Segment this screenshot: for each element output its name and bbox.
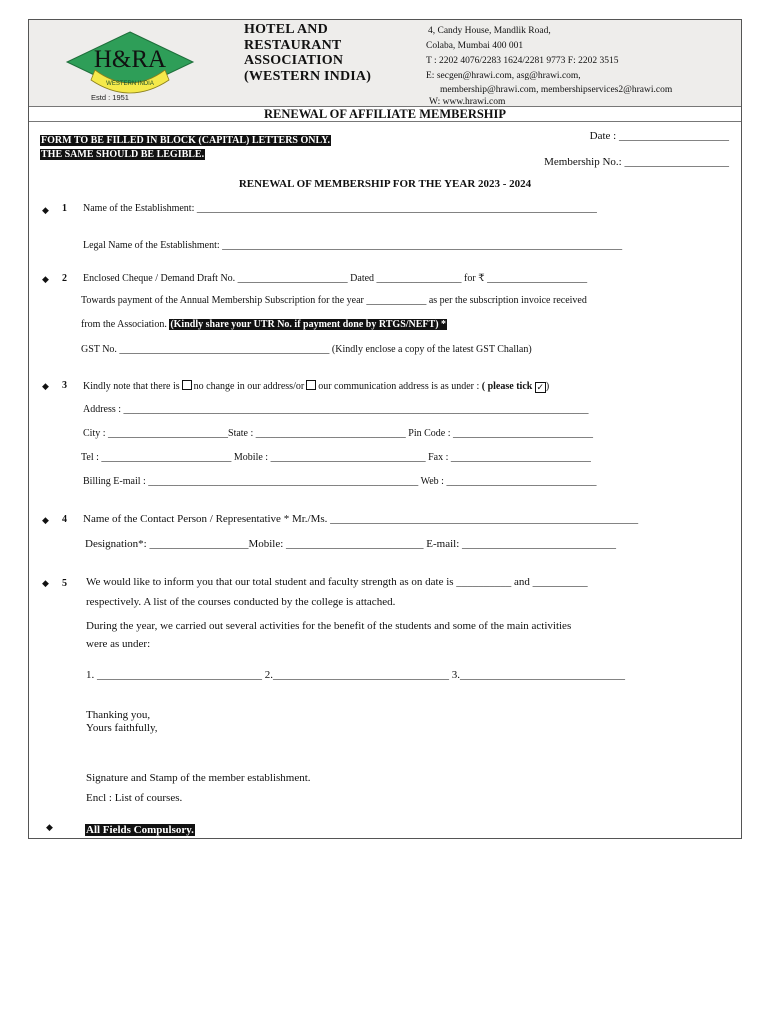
renewal-year-heading: RENEWAL OF MEMBERSHIP FOR THE YEAR 2023 - 2024 — [238, 178, 532, 190]
contact-person-field[interactable]: Name of the Contact Person / Representative * Mr./Ms. ________________________________________________________ — [83, 513, 639, 525]
bullet-icon: ◆ — [42, 381, 49, 391]
web-line: W: www.hrawi.com — [429, 97, 506, 107]
designation-mobile-email-line[interactable]: Designation*: __________________Mobile: _________________________ E-mail: ____________________________ — [85, 538, 617, 550]
establishment-name-field[interactable]: Name of the Establishment: ________________________________________________________________________________ — [83, 203, 597, 214]
bullet-icon: ◆ — [46, 822, 53, 832]
org-line-1: HOTEL AND — [244, 22, 328, 37]
student-strength-line[interactable]: We would like to inform you that our total student and faculty strength as on date is __________ and __________ — [86, 576, 588, 588]
email-line-2: membership@hrawi.com, membershipservices2@hrawi.com — [440, 85, 673, 95]
all-fields-compulsory-note: All Fields Compulsory. — [86, 824, 194, 836]
yours-faithfully-text: Yours faithfully, — [86, 722, 158, 734]
instruction-line-1: FORM TO BE FILLED IN BLOCK (CAPITAL) LETTERS ONLY. — [41, 135, 331, 146]
letterhead — [29, 20, 741, 107]
courses-line: respectively. A list of the courses conducted by the college is attached. — [86, 596, 396, 608]
date-field[interactable]: Date : ____________________ — [589, 130, 729, 142]
phone-line: T : 2202 4076/2283 1624/2281 9773 F: 2202 3515 — [426, 56, 619, 66]
form-page — [28, 19, 742, 839]
org-line-2: RESTAURANT — [244, 37, 342, 53]
org-line-4: (WESTERN INDIA) — [244, 68, 372, 84]
no-change-checkbox[interactable] — [182, 380, 192, 390]
logo-estd: Estd : 1951 — [91, 93, 129, 102]
bullet-icon: ◆ — [42, 274, 49, 284]
address-change-note: Kindly note that there is no change in our address/or our communication address is as under : ( please tick ✓ ) — [83, 381, 550, 392]
thanking-text: Thanking you, — [86, 709, 151, 721]
org-line-3: ASSOCIATION — [244, 53, 344, 68]
email-line-1: E: secgen@hrawi.com, asg@hrawi.com, — [426, 71, 581, 81]
bullet-icon: ◆ — [42, 578, 49, 588]
cheque-line[interactable]: Enclosed Cheque / Demand Draft No. ______________________ Dated _________________ for ₹ ____________________ — [83, 273, 588, 284]
subscription-year-line[interactable]: Towards payment of the Annual Membership Subscription for the year ____________ as per the subscription invoice received — [81, 295, 587, 306]
billing-email-web-line[interactable]: Billing E-mail : ______________________________________________________ Web : ______________________________ — [83, 476, 597, 487]
address-line-2: Colaba, Mumbai 400 001 — [426, 41, 524, 51]
address-field[interactable]: Address : _____________________________________________________________________________________________ — [83, 404, 589, 415]
gst-line[interactable]: GST No. __________________________________________ (Kindly enclose a copy of the latest GST Challan) — [81, 344, 532, 355]
utr-note: (Kindly share your UTR No. if payment done by RTGS/NEFT) * — [170, 319, 447, 330]
bullet-icon: ◆ — [42, 205, 49, 215]
section-4-number: 4 — [62, 514, 67, 525]
utr-line: from the Association. (Kindly share your UTR No. if payment done by RTGS/NEFT) * — [81, 319, 447, 330]
contact-block — [426, 24, 672, 108]
section-2-number: 2 — [62, 273, 67, 284]
form-title-banner: RENEWAL OF AFFILIATE MEMBERSHIP — [29, 107, 741, 122]
legal-name-field[interactable]: Legal Name of the Establishment: ________________________________________________________________________________ — [83, 240, 623, 251]
activities-line-2: were as under: — [86, 638, 151, 650]
city-state-pin-line[interactable]: City : ________________________State : ______________________________ Pin Code : ____________________________ — [83, 428, 594, 439]
section-1-number: 1 — [62, 203, 67, 214]
activities-line-1: During the year, we carried out several activities for the benefit of the students and some of the main activities — [86, 620, 572, 632]
activities-list-fields[interactable]: 1. ______________________________ 2.________________________________ 3.______________________________ — [86, 669, 625, 681]
enclosure-text: Encl : List of courses. — [86, 792, 183, 804]
membership-no-field[interactable]: Membership No.: ___________________ — [544, 156, 729, 168]
logo-ribbon-text: WESTERN INDIA — [106, 81, 154, 87]
signature-stamp-text: Signature and Stamp of the member establishment. — [86, 772, 311, 784]
instruction-line-2: THE SAME SHOULD BE LEGIBLE. — [41, 149, 205, 160]
hra-logo — [65, 30, 195, 102]
tel-mobile-fax-line[interactable]: Tel : __________________________ Mobile : _______________________________ Fax : ____________________________ — [81, 452, 591, 463]
tick-check-icon: ✓ — [536, 382, 545, 392]
organisation-name — [244, 22, 371, 84]
logo-monogram: H&RA — [93, 46, 167, 73]
new-address-checkbox[interactable] — [306, 380, 316, 390]
bullet-icon: ◆ — [42, 515, 49, 525]
section-3-number: 3 — [62, 380, 67, 391]
section-5-number: 5 — [62, 578, 67, 589]
address-line-1: 4, Candy House, Mandlik Road, — [428, 26, 551, 36]
